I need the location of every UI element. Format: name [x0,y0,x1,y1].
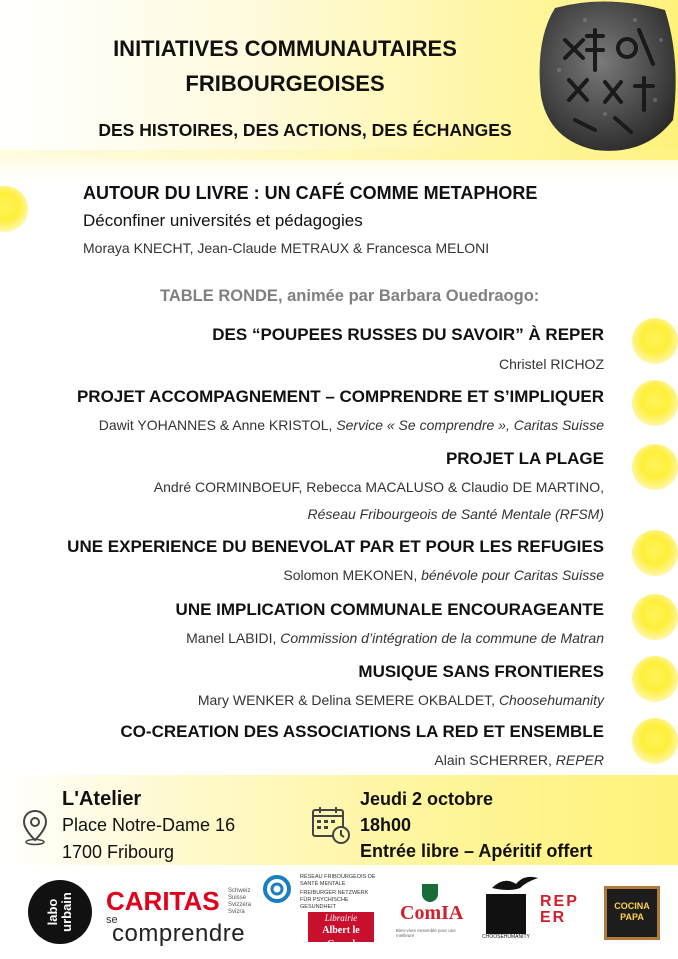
venue-name: L'Atelier [62,788,142,810]
session-title: UNE EXPERIENCE DU BENEVOLAT PAR ET POUR LES REFUGIES [67,537,604,556]
yellow-dot-decoration [632,594,678,640]
comia-logo [396,884,468,946]
session-title: MUSIQUE SANS FRONTIERES [358,662,604,681]
choosehumanity-logo [482,882,530,940]
reper-logo [540,892,588,930]
albert-le-grand-text: Albert le Grand [322,925,360,950]
speaker-affiliation: Choosehumanity [498,692,604,708]
se-text: se [106,914,118,926]
cocina-papa-text: COCINA PAPA [614,901,650,922]
yellow-dot-decoration [632,718,678,764]
yellow-dot-decoration [632,656,678,702]
cocina-papa-logo [604,886,660,940]
labo-urbain-text: labo urbain [45,892,74,932]
yellow-dot-decoration [632,530,678,576]
librairie-text: Librairie [324,913,358,923]
venue-city: 1700 Fribourg [62,842,175,862]
session-speakers [434,752,604,768]
event-entry: Entrée libre – Apéritif offert [360,841,593,861]
yellow-dot-decoration [632,318,678,364]
session-speakers [198,692,604,708]
caritas-small-text: Schweiz Suisse Svizzera Svizra [228,888,252,915]
session-speakers [186,630,604,646]
speaker-names: Alain SCHERRER, [434,752,556,768]
speaker-affiliation: Réseau Fribourgeois de Santé Mentale (RFSM) [307,506,604,522]
session-title: PROJET LA PLAGE [445,449,604,468]
rfsm-text-fr: RÉSEAU FRIBOURGEOIS DE SANTÉ MENTALE [300,874,376,887]
session-speakers [283,567,604,583]
table-ronde-moderator: , animée par Barbara Ouedraogo: [277,287,540,305]
book-subtitle: Déconfiner universités et pédagogies [83,211,363,230]
session-speakers [99,417,604,433]
choosehumanity-text: CHOOSEHUMANITY [482,934,530,940]
book-title: AUTOUR DU LIVRE : UN CAFÉ COMME METAPHORE [83,183,538,203]
session-speakers [154,479,604,495]
session-affiliation [308,506,604,522]
caritas-text: CARITAS [106,886,220,916]
location-pin-icon [20,808,50,846]
rfsm-spiral-icon [262,874,292,904]
speaker-names: Dawit YOHANNES & Anne KRISTOL, [98,417,337,433]
yellow-dot-decoration [632,380,678,426]
rfsm-text-de: FREIBURGER NETZWERK FÜR PSYCHISCHE GESUNDHEIT [300,890,369,910]
caritas-logo [106,886,266,946]
session-title: CO-CREATION DES ASSOCIATIONS LA RED ET ENSEMBLE [120,722,604,741]
partner-logos [0,868,678,959]
session-title: UNE IMPLICATION COMMUNALE ENCOURAGEANTE [175,600,604,619]
title-line-1: INITIATIVES COMMUNAUTAIRES [113,36,457,61]
speaker-affiliation: Service « Se comprendre », Caritas Suisse [336,417,604,433]
subtitle: DES HISTOIRES, DES ACTIONS, DES ÉCHANGES [98,120,512,140]
comprendre-text: comprendre [112,920,246,947]
yellow-dot-decoration [0,186,28,232]
yellow-dot-decoration [632,444,678,490]
session-speakers [499,356,604,372]
rfsm-logo [262,874,380,914]
table-ronde-heading [160,287,539,306]
calendar-clock-icon [310,804,352,846]
event-date: Jeudi 2 octobre [360,789,494,809]
speaker-names: Solomon MEKONEN, [283,567,422,583]
session-title: PROJET ACCOMPAGNEMENT – COMPRENDRE ET S’IMPLIQUER [76,387,604,406]
choosehumanity-box [486,894,526,934]
speaker-names: Manel LABIDI, [186,630,281,646]
speaker-names: Mary WENKER & Delina SEMERE OKBALDET, [197,692,499,708]
session-title: DES “POUPEES RUSSES DU SAVOIR” À REPER [212,325,604,344]
event-time: 18h00 [360,815,412,835]
reper-text: REPER [540,893,579,926]
comia-crest-icon [422,884,438,902]
book-authors: Moraya KNECHT, Jean-Claude METRAUX & Francesca MELONI [83,240,490,256]
title-line-2: FRIBOURGEOISES [185,71,385,96]
venue-street: Place Notre-Dame 16 [62,815,236,835]
table-ronde-label: TABLE RONDE [160,287,278,305]
labo-urbain-logo [28,880,92,944]
speaker-affiliation: Commission d’intégration de la commune de Matran [280,630,604,646]
bird-icon [490,874,540,894]
speaker-names: André CORMINBOEUF, Rebecca MACALUSO & Claudio DE MARTINO, [153,479,604,495]
speaker-affiliation: bénévole pour Caritas Suisse [421,567,604,583]
speaker-affiliation: REPER [555,752,604,768]
librairie-logo [308,912,374,950]
comia-text: ComIA [400,902,464,924]
comia-small-text: Bien-vivre ensemble pour une meilleure [396,928,456,938]
speaker-names: Christel RICHOZ [498,356,604,372]
